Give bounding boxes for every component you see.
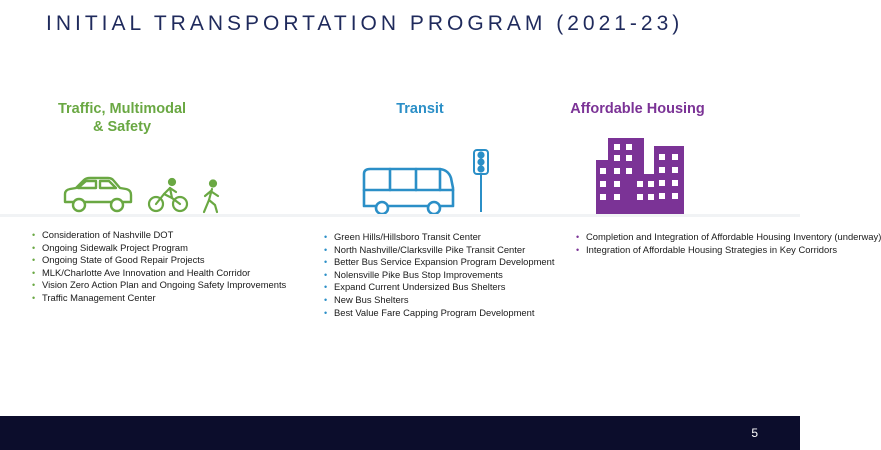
- list-item: • Nolensville Pike Bus Stop Improvements: [324, 269, 554, 282]
- list-item: • Ongoing State of Good Repair Projects: [32, 254, 286, 267]
- section-divider: [0, 214, 800, 217]
- list-item: • Expand Current Undersized Bus Shelters: [324, 281, 554, 294]
- traffic-light-icon: [470, 148, 492, 214]
- slide-title: INITIAL TRANSPORTATION PROGRAM (2021-23): [46, 12, 684, 35]
- traffic-heading-line2: & Safety: [92, 119, 152, 135]
- car-icon: [62, 176, 134, 214]
- page-number: 5: [751, 426, 758, 440]
- bus-icon: [360, 166, 456, 216]
- traffic-heading-line1: Traffic, Multimodal: [57, 101, 187, 117]
- housing-heading: Affordable Housing: [570, 101, 705, 117]
- list-item: • Vision Zero Action Plan and Ongoing Safety Improvements: [32, 279, 286, 292]
- buildings-icon: [594, 138, 690, 216]
- list-item: • Best Value Fare Capping Program Development: [324, 307, 554, 320]
- traffic-heading: [52, 100, 192, 136]
- cyclist-icon: [148, 178, 188, 214]
- list-item: • Green Hills/Hillsboro Transit Center: [324, 231, 554, 244]
- list-item: • New Bus Shelters: [324, 294, 554, 307]
- list-item: • Integration of Affordable Housing Strategies in Key Corridors: [576, 244, 776, 257]
- transit-list: [324, 231, 554, 319]
- list-item: • North Nashville/Clarksville Pike Transit Center: [324, 244, 554, 257]
- list-item: • Better Bus Service Expansion Program Development: [324, 256, 554, 269]
- housing-list: [576, 231, 881, 256]
- traffic-list: [32, 229, 286, 305]
- list-item: • Completion and Integration of Affordable Housing Inventory (underway): [576, 231, 776, 244]
- transit-heading: Transit: [396, 101, 444, 117]
- list-item: • Traffic Management Center: [32, 292, 286, 305]
- pedestrian-icon: [200, 180, 224, 214]
- footer-bar: [0, 416, 800, 450]
- list-item: • Consideration of Nashville DOT: [32, 229, 286, 242]
- list-item: • MLK/Charlotte Ave Innovation and Health Corridor: [32, 267, 286, 280]
- list-item: • Ongoing Sidewalk Project Program: [32, 242, 286, 255]
